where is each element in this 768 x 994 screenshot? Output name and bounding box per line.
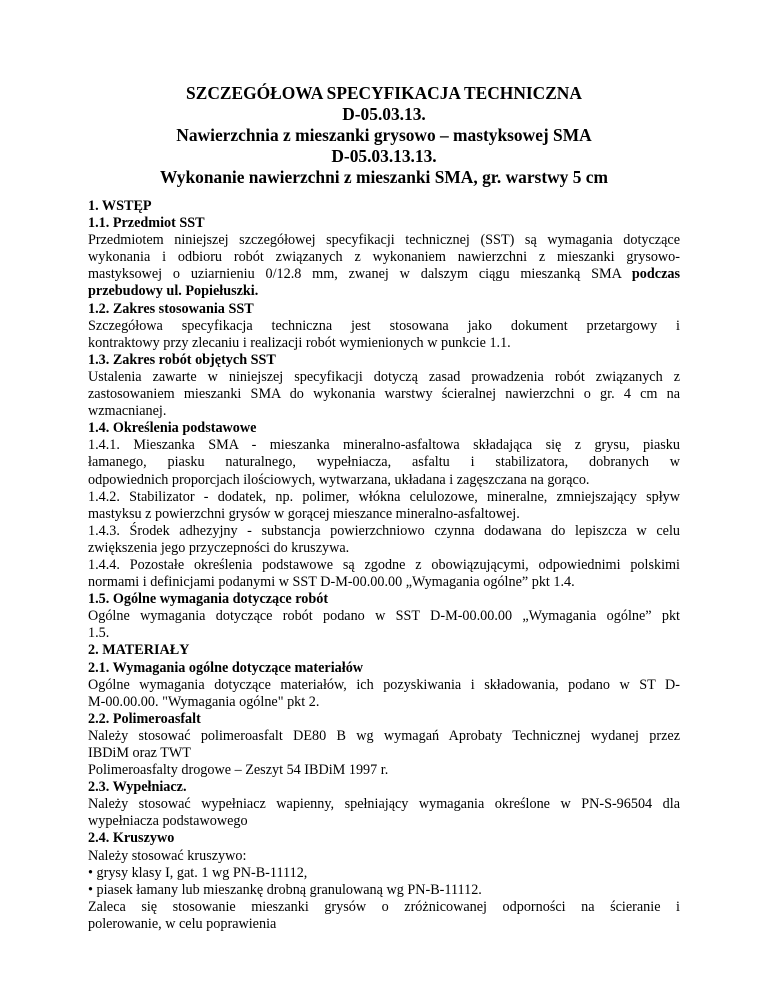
paragraph-line: 1.4.2. Stabilizator - dodatek, np. polimer, włókna celulozowe, mineralne, zmniejszający spływ [88,488,680,505]
paragraph-line [88,266,680,283]
paragraph-line: Ogólne wymagania dotyczące materiałów, ich pozyskiwania i składowania, podano w ST D- [88,676,680,693]
section-1-4-heading: 1.4. Określenia podstawowe [88,420,257,437]
paragraph-line: IBDiM oraz TWT [88,745,191,761]
title-line-4: D-05.03.13.13. [331,146,437,166]
section-1-heading: 1. WSTĘP [88,198,152,214]
paragraph-line: zastosowaniem mieszanki SMA do wykonania warstwy ścieralnej nawierzchni o gr. 4 cm na [88,386,680,403]
paragraph-line: wzmacnianej. [88,403,167,420]
paragraph-line: polerowanie, w celu poprawienia [88,915,277,932]
paragraph-line: wykonania i odbioru robót związanych z wykonaniem nawierzchni z mieszanki grysowo- [88,249,680,266]
paragraph-line: 1.5. [88,625,110,642]
paragraph-line: Należy stosować wypełniacz wapienny, spełniający wymagania określone w PN-S-96504 dla [88,796,680,813]
paragraph-line: 1.4.3. Środek adhezyjny - substancja powierzchniowo czynna dodawana do lepiszcza w celu [88,522,680,539]
bullet-item: • piasek łamany lub mieszankę drobną granulowaną wg PN-B-11112. [88,881,482,898]
document-title [88,83,680,188]
bullet-item: • grysy klasy I, gat. 1 wg PN-B-11112, [88,864,308,881]
title-line-2: D-05.03.13. [342,104,426,124]
paragraph-line: wypełniacza podstawowego [88,813,248,830]
paragraph-text: mastyksowej o uziarnieniu 0/12.8 mm, zwanej w dalszym ciągu mieszanką SMA [88,266,622,283]
paragraph-line: mastyksu z powierzchni grysów w gorącej mieszance mineralno-asfaltowej. [88,505,520,522]
section-1-5-heading: 1.5. Ogólne wymagania dotyczące robót [88,591,329,608]
section-2-1-heading: 2.1. Wymagania ogólne dotyczące materiałów [88,659,364,676]
paragraph-line: Przedmiotem niniejszej szczegółowej specyfikacji technicznej (SST) są wymagania dotyczące [88,232,680,249]
paragraph-bold-line: przebudowy ul. Popiełuszki. [88,283,259,300]
paragraph-line: Ustalenia zawarte w niniejszej specyfikacji dotyczą zasad prowadzenia robót związanych z [88,368,680,385]
paragraph-line: normami i definicjami podanymi w SST D-M-00.00.00 „Wymagania ogólne” pkt 1.4. [88,574,575,591]
paragraph-line: Ogólne wymagania dotyczące robót podano w SST D-M-00.00.00 „Wymagania ogólne” pkt [88,608,680,625]
section-2-3-heading: 2.3. Wypełniacz. [88,779,187,796]
paragraph-line: zwiększenia jego przyczepności do kruszywa. [88,539,350,556]
title-line-5: Wykonanie nawierzchni z mieszanki SMA, gr. warstwy 5 cm [160,167,608,187]
document-page [88,83,680,933]
paragraph-line: M-00.00.00. "Wymagania ogólne" pkt 2. [88,693,320,710]
paragraph-bold-text: podczas [631,266,680,283]
section-2-2-heading: 2.2. Polimeroasfalt [88,710,201,727]
section-1-1-heading: 1.1. Przedmiot SST [88,215,205,232]
paragraph-line: odpowiednich proporcjach ilościowych, wytwarzana, układana i zagęszczana na gorąco. [88,471,590,488]
paragraph-line: Zaleca się stosowanie mieszanki grysów o zróżnicowanej odporności na ścieranie i [88,898,680,915]
section-1-3-heading: 1.3. Zakres robót objętych SST [88,351,276,368]
paragraph-line: 1.4.1. Mieszanka SMA - mieszanka mineralno-asfaltowa składająca się z grysu, piasku [88,437,680,454]
section-2-heading: 2. MATERIAŁY [88,642,190,659]
paragraph-line: Polimeroasfalty drogowe – Zeszyt 54 IBDiM 1997 r. [88,762,389,779]
paragraph-line: 1.4.4. Pozostałe określenia podstawowe są zgodne z obowiązującymi, odpowiednimi polskimi [88,556,680,573]
paragraph-line: łamanego, piasku naturalnego, wypełniacza, asfaltu i stabilizatora, dobranych w [88,454,680,471]
paragraph-line: Należy stosować kruszywo: [88,847,247,864]
title-line-3: Nawierzchnia z mieszanki grysowo – mastyksowej SMA [176,125,592,145]
section-1-2-heading: 1.2. Zakres stosowania SST [88,300,254,317]
section-2-4-heading: 2.4. Kruszywo [88,830,175,847]
paragraph-line: Należy stosować polimeroasfalt DE80 B wg wymagań Aprobaty Technicznej wydanej przez [88,727,680,744]
paragraph-line: Szczegółowa specyfikacja techniczna jest stosowana jako dokument przetargowy i [88,317,680,334]
title-line-1: SZCZEGÓŁOWA SPECYFIKACJA TECHNICZNA [186,83,582,103]
paragraph-line: kontraktowy przy zlecaniu i realizacji robót wymienionych w punkcie 1.1. [88,334,511,351]
